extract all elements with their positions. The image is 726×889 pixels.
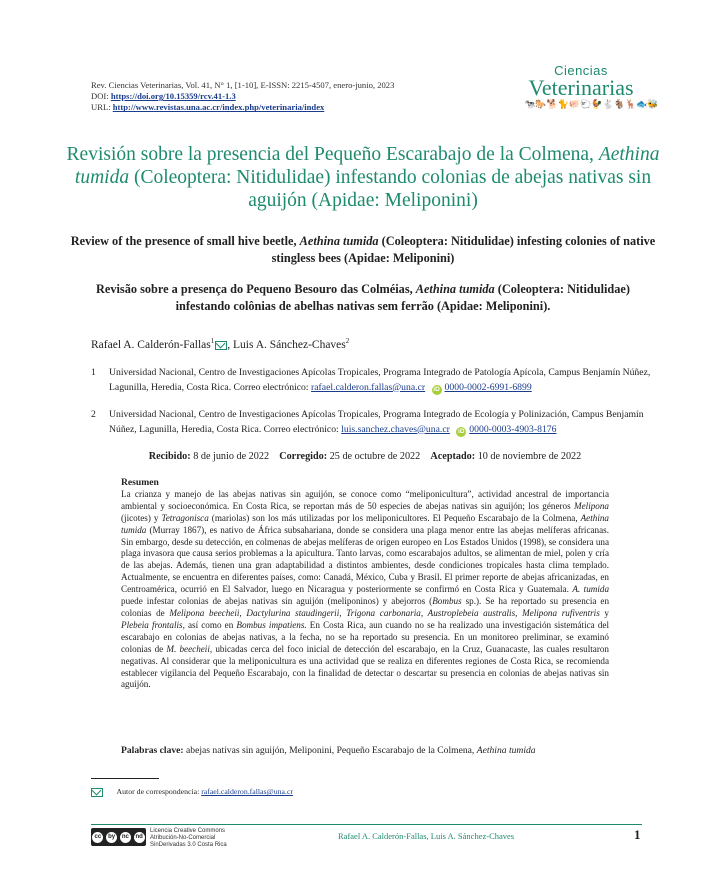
journal-citation: Rev. Ciencias Veterinarias, Vol. 41, N° 1, [1-10], E-ISSN: 2215-4507, enero-junio, 2023 bbox=[91, 80, 395, 90]
orcid-icon: iD bbox=[458, 427, 465, 435]
title-es-part2: (Coleoptera: Nitidulidae) infestando colonias de abejas nativas sin aguijón (Apidae: Meliponini) bbox=[133, 167, 652, 211]
author-1: Rafael A. Calderón-Fallas bbox=[91, 338, 211, 351]
dog-icon: 🐕 bbox=[546, 99, 558, 109]
article-title-pt bbox=[70, 281, 656, 315]
logo-animals bbox=[520, 99, 659, 109]
abstract-text: sp.). Se ha reportado su presencia en colonias de bbox=[121, 596, 610, 618]
rabbit-icon: 🐇 bbox=[602, 99, 614, 109]
article-dates bbox=[120, 451, 610, 462]
corrected-label: Corregido: bbox=[279, 451, 328, 462]
nd-icon: nd bbox=[134, 832, 145, 843]
abstract-italic: A. tumida bbox=[572, 584, 610, 595]
abstract-italic: Bombus impatiens. bbox=[236, 619, 307, 630]
journal-url-link[interactable]: http://www.revistas.una.ac.cr/index.php/veterinaria/index bbox=[112, 102, 325, 113]
title-en-part2: (Coleoptera: Nitidulidae) infesting colonies of native stingless bees (Apidae: Meliponini) bbox=[271, 234, 656, 265]
sheep-icon: 🐑 bbox=[580, 99, 592, 109]
abstract-text: y bbox=[599, 607, 609, 618]
cat-icon: 🐈 bbox=[557, 99, 569, 109]
journal-logo bbox=[520, 63, 659, 109]
abstract-text: así como en bbox=[184, 619, 237, 630]
affiliation-1 bbox=[91, 366, 651, 395]
doi-link[interactable]: https://doi.org/10.15359/rcv.41-1.3 bbox=[110, 91, 236, 102]
cow-icon: 🐄 bbox=[524, 99, 536, 109]
abstract bbox=[121, 477, 609, 691]
license-text bbox=[150, 828, 227, 850]
footer-authors: Rafael A. Calderón-Fallas, Luis A. Sánchez-Chaves bbox=[338, 831, 515, 841]
footer-divider bbox=[91, 824, 642, 825]
affiliation-number: 1 bbox=[91, 367, 96, 378]
pig-icon: 🐖 bbox=[568, 99, 581, 109]
fish-icon: 🐟 bbox=[636, 99, 648, 109]
deer-icon: 🦌 bbox=[624, 99, 637, 109]
page-number: 1 bbox=[634, 827, 641, 842]
mail-icon[interactable] bbox=[215, 341, 227, 350]
correspondence-note bbox=[91, 787, 293, 797]
title-es-part1: Revisión sobre la presencia del Pequeño Escarabajo de la Colmena, bbox=[66, 144, 594, 165]
abstract-italic: Bombus bbox=[432, 596, 462, 607]
url-label: URL: bbox=[91, 102, 111, 113]
accepted-date: 10 de noviembre de 2022 bbox=[477, 451, 582, 462]
title-pt-part1: Revisão sobre a presença do Pequeno Besouro das Colméias, bbox=[96, 282, 413, 296]
correspondence-label: Autor de correspondencia: bbox=[116, 787, 200, 796]
license-line: SinDerivadas 3.0 Costa Rica bbox=[150, 842, 227, 849]
doi-label: DOI: bbox=[91, 91, 109, 102]
goat-icon: 🐐 bbox=[613, 99, 625, 109]
title-pt-part2: (Coleoptera: Nitidulidae) infestando colônias de abelhas nativas sem ferrão (Apidae: Meliponini). bbox=[175, 282, 630, 313]
abstract-text: (jicotes) y bbox=[121, 512, 162, 523]
abstract-text: puede infestar colonias de abejas nativas sin aguijón (meliponinos) y abejorros ( bbox=[121, 596, 433, 607]
abstract-italic: Tetragonisca bbox=[161, 512, 209, 523]
orcid-icon: iD bbox=[433, 385, 440, 393]
author-2-affil: 2 bbox=[345, 337, 350, 345]
corrected-date: 25 de octubre de 2022 bbox=[329, 451, 421, 462]
footnote-divider bbox=[91, 778, 159, 779]
correspondence-email-link[interactable]: rafael.calderon.fallas@una.cr bbox=[201, 787, 293, 796]
cc-license-badge[interactable] bbox=[91, 828, 146, 846]
doi-line bbox=[91, 91, 394, 102]
abstract-italic: Melipona bbox=[574, 500, 609, 511]
license-line: Atribución-No-Comercial bbox=[150, 835, 216, 842]
abstract-italic: M. beecheii, bbox=[166, 643, 213, 654]
title-pt-species: Aethina tumida bbox=[415, 282, 495, 296]
abstract-text: (mariolas) son los más utilizadas por los meliponicultores. El Pequeño Escarabajo de la Colmena, bbox=[208, 512, 581, 523]
affiliation-number: 2 bbox=[91, 409, 96, 420]
orcid-link[interactable]: 0000-0003-4903-8176 bbox=[469, 423, 557, 435]
title-es-species: Aethina tumida bbox=[74, 144, 660, 188]
bee-icon: 🐝 bbox=[647, 99, 659, 109]
journal-header bbox=[91, 80, 394, 114]
license-line: Licencia Creative Commons bbox=[150, 828, 226, 834]
abstract-italic: Melipona beecheii, Dactylurina staudingerii, Trigona carbonaria, Austroplebeia australis, Melipona rufiventris bbox=[169, 607, 600, 618]
keywords-italic: Aethina tumida bbox=[476, 745, 536, 756]
keywords-text: abejas nativas sin aguijón, Meliponini, Pequeño Escarabajo de la Colmena, bbox=[186, 745, 475, 756]
affiliation-email-link[interactable]: luis.sanchez.chaves@una.cr bbox=[341, 423, 450, 435]
received-label: Recibido: bbox=[148, 451, 191, 462]
author-1-affil: 1 bbox=[210, 337, 215, 345]
author-separator: , bbox=[227, 338, 234, 351]
nc-icon: nc bbox=[120, 832, 131, 843]
mail-icon bbox=[91, 788, 103, 797]
abstract-text: En Costa Rica, aun cuando no se ha realizado una investigación sistemática del escarabajo en colonias de abejas nativas, a la fecha, no se ha reportado su presencia. En un monitoreo preliminar, se examinó colonias de bbox=[121, 619, 610, 654]
article-title-es bbox=[60, 143, 666, 212]
abstract-text: La crianza y manejo de las abejas nativas sin aguijón, se conoce como “meliponicultura”, actividad ancestral de importancia ambiental y socioeconómica. En Costa Rica, se reportan más de 50 especies de abejas nativas sin aguijón; los géneros bbox=[121, 488, 609, 511]
cc-icon: cc bbox=[92, 832, 103, 843]
affiliation-text: Universidad Nacional, Centro de Investigaciones Apícolas Tropicales, Programa Integrado de Ecología y Polinización, Campus Benjamín Núñez, Lagunilla, Heredia, Costa Rica. Correo electrónico: bbox=[109, 409, 644, 435]
title-en-species: Aethina tumida bbox=[299, 234, 379, 248]
author-2: Luis A. Sánchez-Chaves bbox=[233, 338, 346, 351]
keywords-label: Palabras clave: bbox=[121, 745, 184, 756]
keywords bbox=[121, 745, 609, 756]
affiliation-2 bbox=[91, 408, 651, 437]
logo-line1: Ciencias bbox=[554, 63, 608, 78]
abstract-text: (Murray 1867), es nativo de África subsahariana, donde se considera una plaga menor entre las abejas melíferas africanas. Sin embargo, desde su detección, en colmenas de abejas melíferas de origen europeo en Los Estados Unidos (1998), se considera una plaga invasora que causa serios problemas a la apicultura. Tanto larvas, como escarabajos adultos, se alimentan de miel, polen y cría de las abejas. Además, tienen una gran adaptabilidad a distintos ambientes, desde condiciones tropicales hasta clima templado. Actualmente, se encuentra en diferentes países, como: Canadá, México, Cuba y Brasil. El primer reporte de abejas africanizadas, en Centroamérica, ocurrió en El Salvador, luego en Nicaragua y posteriormente se confirmó en Costa Rica y Guatemala. bbox=[121, 524, 609, 595]
logo-line2: Veterinarias bbox=[528, 75, 634, 100]
author-list bbox=[91, 337, 349, 351]
orcid-link[interactable]: 0000-0002-6991-6899 bbox=[444, 381, 532, 393]
accepted-label: Aceptado: bbox=[430, 451, 476, 462]
received-date: 8 de junio de 2022 bbox=[193, 451, 270, 462]
abstract-body bbox=[121, 489, 609, 691]
affiliation-text: Universidad Nacional, Centro de Investigaciones Apícolas Tropicales, Programa Integrado de Patología Apícola, Campus Benjamín Núñez, Lagunilla, Heredia, Costa Rica. Correo electrónico: bbox=[109, 367, 651, 393]
abstract-italic: Aethina tumida bbox=[121, 512, 609, 535]
article-title-en bbox=[70, 233, 656, 267]
by-icon: by bbox=[106, 832, 117, 843]
horse-icon: 🐎 bbox=[535, 99, 547, 109]
rooster-icon: 🐓 bbox=[591, 99, 603, 109]
affiliation-email-link[interactable]: rafael.calderon.fallas@una.cr bbox=[311, 381, 426, 393]
abstract-text: ubicadas cerca del foco inicial de detección del escarabajo, en la Cruz, Guanacaste, las cuales resultaron negativas. Al considerar que la meliponicultura es una actividad que se realiza en diferentes regiones de Costa Rica, se recomienda establecer vigilancia del Pequeño Escarabajo, con la finalidad de detectar o descartar su presencia en colonias de abejas nativas sin aguijón. bbox=[121, 643, 609, 690]
title-en-part1: Review of the presence of small hive beetle, bbox=[70, 234, 297, 248]
url-line bbox=[91, 102, 394, 113]
abstract-italic: Plebeia frontalis, bbox=[121, 619, 185, 630]
abstract-heading: Resumen bbox=[121, 477, 159, 488]
